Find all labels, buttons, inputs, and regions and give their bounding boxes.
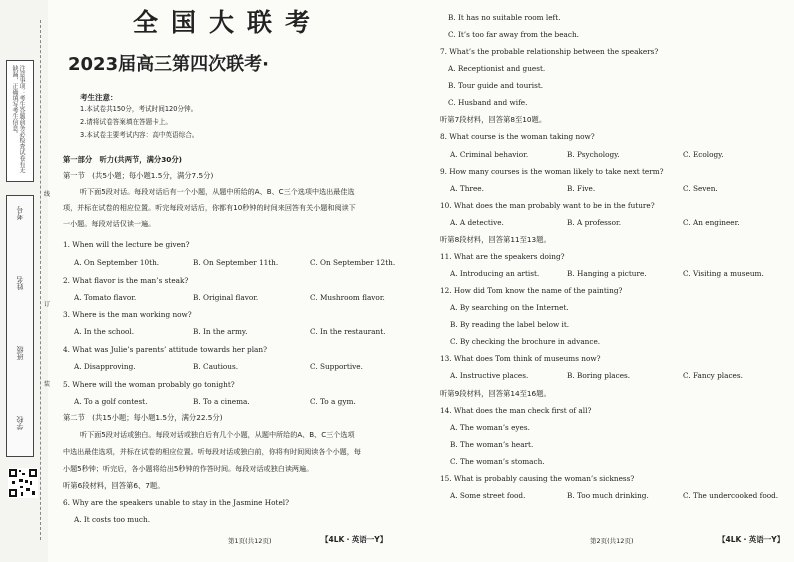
question-5: 5. Where will the woman probably go tonight? [63, 380, 235, 389]
main-title: 全国大联考 [133, 8, 324, 37]
q1-option-b: B. On September 11th. [193, 258, 279, 267]
q2-option-b: B. Original flavor. [193, 293, 259, 302]
q9-option-a: A. Three. [450, 184, 484, 193]
right-page-number: 第2页(共12页) [590, 537, 634, 545]
q10-option-c: C. An engineer. [683, 218, 740, 227]
question-3: 3. Where is the man working now? [63, 310, 192, 319]
question-6: 6. Why are the speakers unable to stay in the Jasmine Hotel? [63, 498, 290, 507]
section2-heading: 第二节 (共15小题；每小题1.5分，满分22.5分) [63, 413, 223, 422]
q15-option-a: A. Some street food. [450, 491, 526, 500]
notice-item-1: 1.本试卷共150分，考试时间120分钟。 [80, 105, 198, 113]
label-school: 学校 [16, 416, 24, 430]
notice-item-3: 3.本试卷主要考试内容：高中英语综合。 [80, 131, 199, 139]
q2-option-c: C. Mushroom flavor. [310, 293, 385, 302]
q8-option-c: C. Ecology. [683, 150, 724, 159]
q4-option-c: C. Supportive. [310, 362, 363, 371]
label-name: 姓名 [16, 276, 24, 290]
q14-option-c: C. The woman’s stomach. [450, 457, 545, 466]
q13-option-b: B. Boring places. [567, 371, 631, 380]
question-12: 12. How did Tom know the name of the painting? [440, 286, 623, 295]
question-15: 15. What is probably causing the woman’s sickness? [440, 474, 635, 483]
sub-title: 2023届高三第四次联考· [68, 54, 269, 75]
q3-option-a: A. In the school. [74, 327, 135, 336]
question-9: 9. How many courses is the woman likely to take next term? [440, 167, 664, 176]
q11-option-c: C. Visiting a museum. [683, 269, 764, 278]
q5-option-c: C. To a gym. [310, 397, 356, 406]
left-page-number: 第1页(共12页) [228, 537, 272, 545]
section1-instruction: 听下面5段对话。每段对话后有一个小题，从题中所给的A、B、C三个选项中选出最佳选 [80, 187, 355, 196]
part1-heading: 第一部分 听力(共两节，满分30分) [63, 155, 182, 164]
question-1: 1. When will the lecture be given? [63, 240, 190, 249]
right-exam-code: 【4LK・英语一Y】 [718, 535, 785, 544]
question-4: 4. What was Julie’s parents’ attitude towards her plan? [63, 345, 268, 354]
q3-option-c: C. In the restaurant. [310, 327, 386, 336]
notice-item-2: 2.请将试卷答案填在答题卡上。 [80, 118, 173, 126]
q10-option-a: A. A detective. [450, 218, 504, 227]
label-class: 班级 [16, 346, 24, 360]
q12-option-c: C. By checking the brochure in advance. [450, 337, 601, 346]
question-7: 7. What’s the probable relationship between the speakers? [440, 47, 659, 56]
q8-option-b: B. Psychology. [567, 150, 620, 159]
material-9-heading: 听第9段材料，回答第14至16题。 [440, 389, 551, 398]
cut-line [40, 20, 41, 540]
question-13: 13. What does Tom think of museums now? [440, 354, 601, 363]
section2-instruction: 听下面5段对话或独白。每段对话或独白后有几个小题，从题中所给的A、B、C三个选项 [80, 430, 355, 439]
material-7-heading: 听第7段材料，回答第8至10题。 [440, 115, 547, 124]
q5-option-b: B. To a cinema. [193, 397, 250, 406]
question-10: 10. What does the man probably want to be in the future? [440, 201, 655, 210]
binding-sidebar [0, 0, 51, 562]
q6-option-a: A. It costs too much. [74, 515, 151, 524]
q8-option-a: A. Criminal behavior. [450, 150, 529, 159]
section2-instruction-2: 中选出最佳选项，并标在试卷的相应位置。听每段对话或独白前，你将有时间阅读各个小题，每 [63, 447, 361, 456]
left-exam-code: 【4LK・英语一Y】 [321, 535, 388, 544]
cut-mark-2: 订 [44, 301, 51, 308]
q6-option-c: C. It’s too far away from the beach. [448, 30, 579, 39]
q9-option-b: B. Five. [567, 184, 596, 193]
q7-option-a: A. Receptionist and guest. [448, 64, 546, 73]
q12-option-a: A. By searching on the Internet. [450, 303, 569, 312]
q12-option-b: B. By reading the label below it. [450, 320, 570, 329]
sidebar-note: 注意事项：考生答题前务必检查试卷有无缺漏，正确填写考生信息。 [11, 65, 25, 173]
q1-option-c: C. On September 12th. [310, 258, 396, 267]
q11-option-b: B. Hanging a picture. [567, 269, 647, 278]
q15-option-c: C. The undercooked food. [683, 491, 779, 500]
exam-notice-box [6, 60, 34, 182]
question-8: 8. What course is the woman taking now? [440, 132, 595, 141]
q1-option-a: A. On September 10th. [74, 258, 160, 267]
q14-option-a: A. The woman’s eyes. [450, 423, 530, 432]
q15-option-b: B. Too much drinking. [567, 491, 649, 500]
q14-option-b: B. The woman’s heart. [450, 440, 534, 449]
question-2: 2. What flavor is the man’s steak? [63, 276, 189, 285]
q10-option-b: B. A professor. [567, 218, 622, 227]
q5-option-a: A. To a golf contest. [74, 397, 148, 406]
q4-option-a: A. Disapproving. [74, 362, 136, 371]
qr-code-icon [8, 468, 38, 498]
q3-option-b: B. In the army. [193, 327, 248, 336]
section1-instruction-2: 项，并标在试卷的相应位置。听完每段对话后，你都有10秒钟的时间来回答有关小题和阅读下 [63, 203, 356, 212]
section2-instruction-3: 小题5秒钟；听完后，各小题将给出5秒钟的作答时间。每段对话或独白读两遍。 [63, 464, 314, 473]
q13-option-a: A. Instructive places. [450, 371, 529, 380]
q11-option-a: A. Introducing an artist. [450, 269, 540, 278]
label-exam-number: 考号 [16, 206, 24, 220]
section1-heading: 第一节 (共5小题；每小题1.5分，满分7.5分) [63, 171, 214, 180]
q2-option-a: A. Tomato flavor. [74, 293, 137, 302]
material-6-heading: 听第6段材料，回答第6、7题。 [63, 481, 165, 490]
q7-option-c: C. Husband and wife. [448, 98, 528, 107]
cut-mark-1: 线 [44, 191, 51, 198]
question-14: 14. What does the man check first of all? [440, 406, 592, 415]
cut-mark-3: 装 [44, 381, 51, 388]
notice-heading: 考生注意： [80, 93, 118, 102]
q4-option-b: B. Cautious. [193, 362, 239, 371]
q7-option-b: B. Tour guide and tourist. [448, 81, 544, 90]
section1-instruction-3: 一小题。每段对话仅读一遍。 [63, 219, 156, 228]
q13-option-c: C. Fancy places. [683, 371, 743, 380]
q9-option-c: C. Seven. [683, 184, 718, 193]
candidate-info-box [6, 195, 34, 457]
question-11: 11. What are the speakers doing? [440, 252, 565, 261]
material-8-heading: 听第8段材料，回答第11至13题。 [440, 235, 551, 244]
q6-option-b: B. It has no suitable room left. [448, 13, 561, 22]
